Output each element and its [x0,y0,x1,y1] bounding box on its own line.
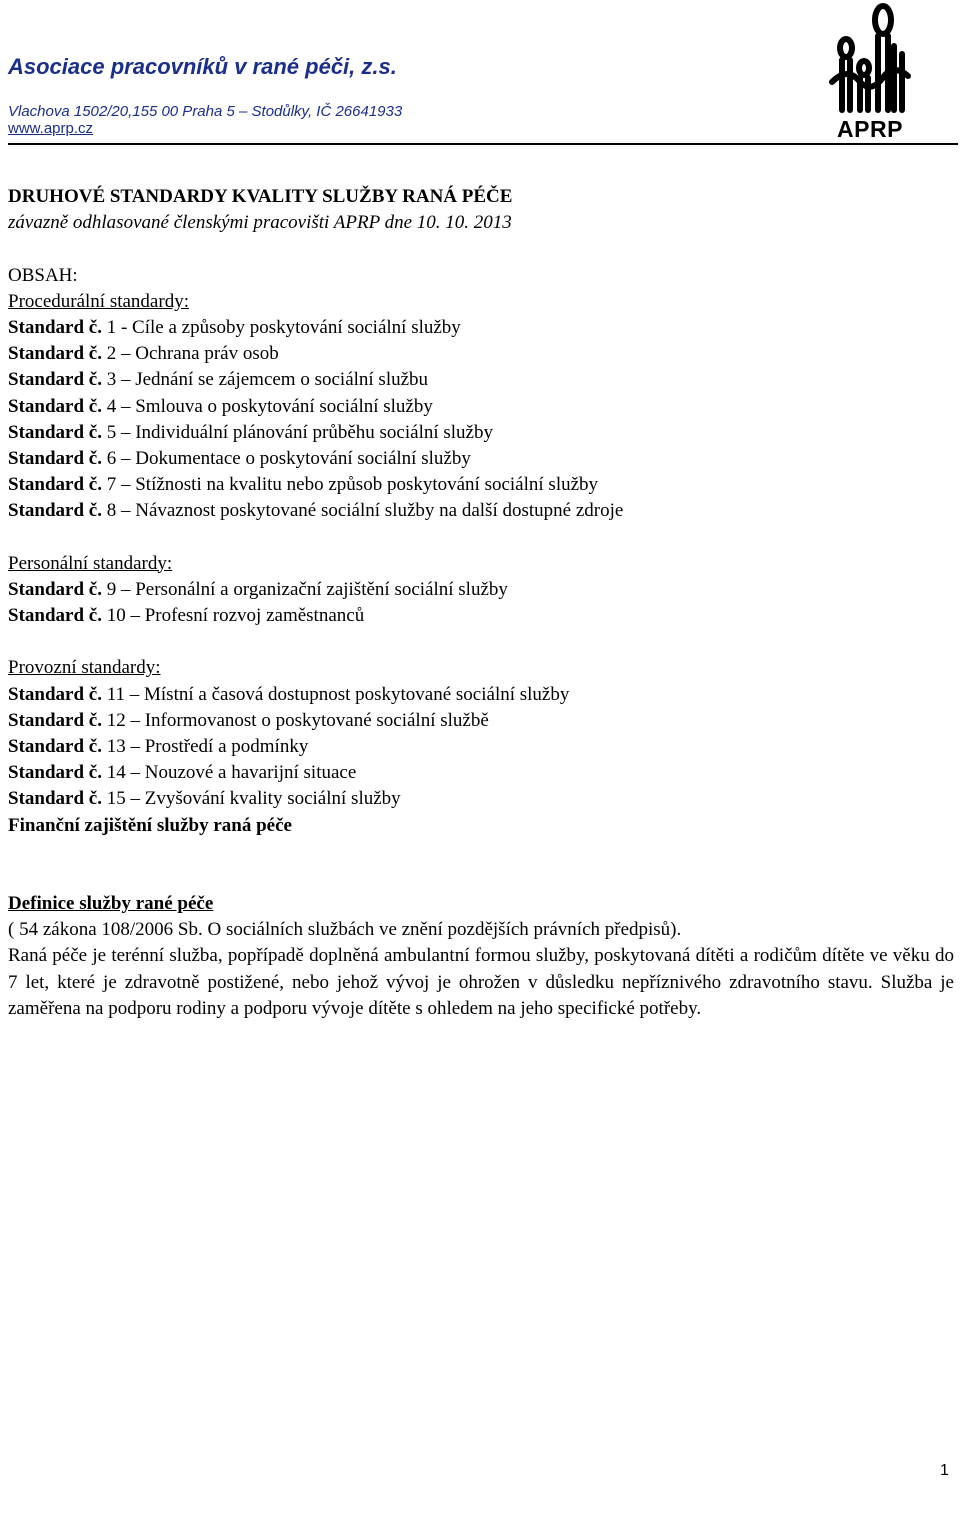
logo-text: APRP [837,116,903,142]
organization-address: Vlachova 1502/20,155 00 Praha 5 – Stodůlky, IČ 26641933 [8,103,403,120]
section-heading-personnel: Personální standardy: [8,552,173,574]
toc-item: Standard č. 14 – Nouzové a havarijní situace [8,762,357,784]
toc-item: Standard č. 8 – Návaznost poskytované sociální služby na další dostupné zdroje [8,500,624,522]
organization-name: Asociace pracovníků v rané péči, z.s. [8,54,397,79]
toc-item: Standard č. 3 – Jednání se zájemcem o sociální službu [8,369,429,391]
toc-item: Standard č. 1 - Cíle a způsoby poskytování sociální služby [8,316,461,338]
toc-item-financial: Finanční zajištění služby raná péče [8,814,292,836]
document-title: DRUHOVÉ STANDARDY KVALITY SLUŽBY RANÁ PÉČE [8,186,513,207]
toc-item: Standard č. 9 – Personální a organizační zajištění sociální služby [8,578,508,600]
toc-item: Standard č. 12 – Informovanost o poskytované sociální službě [8,709,489,731]
section-heading-operational: Provozní standardy: [8,657,161,679]
letterhead [8,0,958,146]
header-divider [8,143,958,145]
toc-item: Standard č. 15 – Zvyšování kvality sociální služby [8,788,401,810]
definition-paragraph: Raná péče je terénní služba, popřípadě doplněná ambulantní formou služby, poskytovaná dítěti a rodičům dítěte ve věku do 7 let, které je zdravotně postižené, nebo jehož vývoj je ohrožen v důsledku nepříznivého zdravotního stavu. Služba je zaměřena na podporu rodiny a podporu vývoje dítěte s ohledem na jeho specifické potřeby. [8,945,954,1019]
page-number: 1 [940,1462,949,1479]
toc-item: Standard č. 5 – Individuální plánování průběhu sociální služby [8,421,493,443]
toc-item: Standard č. 4 – Smlouva o poskytování sociální služby [8,395,433,417]
website-link[interactable]: www.aprp.cz [8,120,94,137]
document-subtitle: závazně odhlasované členskými pracovišti APRP dne 10. 10. 2013 [8,212,512,234]
toc-item: Standard č. 2 – Ochrana práv osob [8,343,279,365]
toc-item: Standard č. 7 – Stížnosti na kvalitu nebo způsob poskytování sociální služby [8,474,599,496]
toc-item: Standard č. 11 – Místní a časová dostupnost poskytované sociální služby [8,683,570,705]
toc-item: Standard č. 6 – Dokumentace o poskytování sociální služby [8,447,471,469]
definition-law-reference: ( 54 zákona 108/2006 Sb. O sociálních službách ve znění pozdějších právních předpisů). [8,919,682,941]
section-heading-procedural: Procedurální standardy: [8,290,189,312]
definition-heading: Definice služby rané péče [8,893,214,915]
toc-item: Standard č. 13 – Prostředí a podmínky [8,735,309,757]
toc-item: Standard č. 10 – Profesní rozvoj zaměstnanců [8,605,365,626]
contents-label: OBSAH: [8,264,78,286]
document-body [8,184,954,1022]
